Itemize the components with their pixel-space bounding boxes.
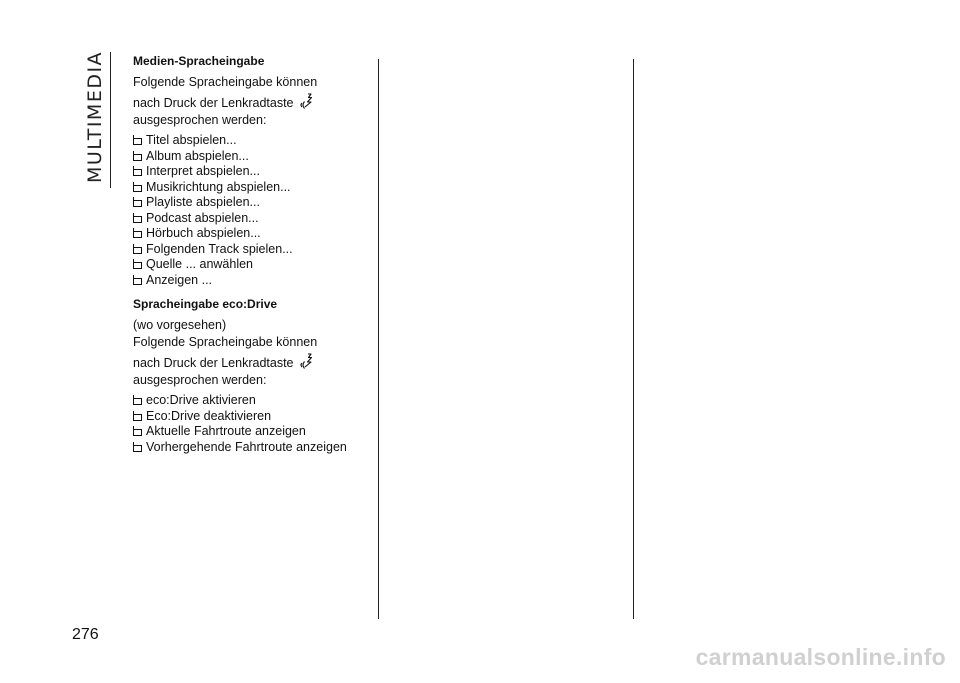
- column-divider-2: [633, 59, 634, 619]
- bullet-box-icon: [133, 278, 142, 285]
- list-item: Aktuelle Fahrtroute anzeigen: [133, 424, 368, 440]
- list-item: Musikrichtung abspielen...: [133, 180, 368, 196]
- bullet-box-icon: [133, 138, 142, 145]
- media-voice-heading: Medien-Spracheingabe: [133, 54, 265, 68]
- media-intro-line-1: Folgende Spracheingabe können: [133, 75, 318, 89]
- list-item: eco:Drive aktivieren: [133, 393, 368, 409]
- section-title: MULTIMEDIA: [84, 50, 107, 184]
- list-item: Anzeigen ...: [133, 273, 368, 289]
- section-tab-rule: [110, 52, 111, 188]
- bullet-box-icon: [133, 262, 142, 269]
- ecodrive-voice-heading: Spracheingabe eco:Drive: [133, 297, 278, 311]
- list-item: Album abspielen...: [133, 149, 368, 165]
- bullet-box-icon: [133, 185, 142, 192]
- list-item: Interpret abspielen...: [133, 164, 368, 180]
- column-divider-1: [378, 59, 379, 619]
- list-item: Quelle ... anwählen: [133, 257, 368, 273]
- bullet-box-icon: [133, 247, 142, 254]
- ecodrive-intro-line-3: ausgesprochen werden:: [133, 373, 267, 387]
- bullet-box-icon: [133, 445, 142, 452]
- section-tab: [84, 46, 106, 188]
- ecodrive-intro-line-2: [133, 351, 368, 372]
- text-column: [133, 53, 368, 461]
- list-item: Hörbuch abspielen...: [133, 226, 368, 242]
- ecodrive-availability-note: (wo vorgesehen): [133, 318, 227, 332]
- list-item: Vorhergehende Fahrtroute anzeigen: [133, 440, 368, 456]
- media-command-list: [133, 133, 368, 288]
- page-number: 276: [72, 626, 99, 643]
- list-item: Podcast abspielen...: [133, 211, 368, 227]
- bullet-box-icon: [133, 231, 142, 238]
- media-intro-line-2: [133, 91, 368, 112]
- bullet-box-icon: [133, 429, 142, 436]
- media-intro-line-3: ausgesprochen werden:: [133, 113, 267, 127]
- media-intro-text: nach Druck der Lenkradtaste: [133, 96, 294, 110]
- bullet-box-icon: [133, 154, 142, 161]
- list-item: Titel abspielen...: [133, 133, 368, 149]
- voice-command-icon: [299, 91, 317, 111]
- bullet-box-icon: [133, 398, 142, 405]
- list-item: Eco:Drive deaktivieren: [133, 409, 368, 425]
- bullet-box-icon: [133, 200, 142, 207]
- watermark: carmanualsonline.info: [695, 644, 946, 670]
- bullet-box-icon: [133, 169, 142, 176]
- ecodrive-intro-text: nach Druck der Lenkradtaste: [133, 356, 294, 370]
- voice-command-icon: [299, 351, 317, 371]
- list-item: Folgenden Track spielen...: [133, 242, 368, 258]
- ecodrive-command-list: [133, 393, 368, 455]
- bullet-box-icon: [133, 414, 142, 421]
- list-item: Playliste abspielen...: [133, 195, 368, 211]
- ecodrive-intro-line-1: Folgende Spracheingabe können: [133, 335, 318, 349]
- bullet-box-icon: [133, 216, 142, 223]
